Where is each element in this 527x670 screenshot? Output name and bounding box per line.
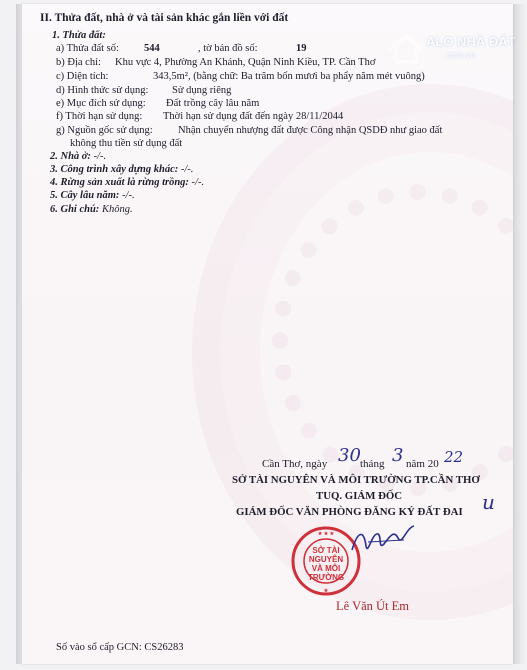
scan-edge-right bbox=[513, 4, 527, 664]
item3-value: -/-. bbox=[180, 164, 194, 175]
watermark-brand: ALO NHÀ ĐẤT bbox=[426, 34, 516, 49]
parcel-number-label: a) Thửa đất số: bbox=[56, 43, 119, 54]
signature bbox=[348, 520, 418, 560]
agency-title: SỞ TÀI NGUYÊN VÀ MÔI TRƯỜNG TP.CẦN THƠ bbox=[232, 474, 480, 486]
signer-name: Lê Văn Út Em bbox=[336, 599, 410, 613]
item5-title: 5. Cây lâu năm: bbox=[50, 190, 120, 201]
parcel-number-value: 544 bbox=[144, 43, 160, 54]
address-value: Khu vực 4, Phường An Khánh, Quận Ninh Kiều, TP. Cần Thơ bbox=[115, 57, 376, 68]
date-month-label: tháng bbox=[360, 458, 385, 470]
item4-row bbox=[50, 176, 204, 189]
date-month: 3 bbox=[392, 445, 404, 466]
registry-value: CS26283 bbox=[144, 642, 184, 653]
usage-form-value: Sử dụng riêng bbox=[172, 85, 232, 96]
origin-label: g) Nguồn gốc sử dụng: bbox=[56, 125, 153, 136]
usage-purpose-label: e) Mục đích sử dụng: bbox=[56, 98, 146, 109]
date-day: 30 bbox=[338, 445, 361, 466]
date-year-label: năm 20 bbox=[406, 458, 439, 470]
item2-row bbox=[50, 150, 106, 163]
date-year-suffix: 22 bbox=[444, 448, 464, 466]
item4-value: -/-. bbox=[191, 177, 205, 188]
svg-text:★: ★ bbox=[323, 588, 329, 594]
registry-row bbox=[56, 641, 183, 654]
item1-a-row bbox=[56, 42, 119, 55]
item5-value: -/-. bbox=[122, 190, 135, 201]
date-prefix: Cần Thơ, ngày bbox=[262, 458, 328, 470]
usage-form-label: d) Hình thức sử dụng: bbox=[56, 85, 149, 96]
item2-title: 2. Nhà ở: bbox=[50, 151, 91, 162]
area-value: 343,5m², (bằng chữ: Ba trăm bốn mươi ba phẩy năm mét vuông) bbox=[153, 71, 425, 82]
item3-row bbox=[50, 163, 193, 176]
area-label: c) Diện tích: bbox=[56, 71, 109, 82]
item2-value: -/-. bbox=[93, 151, 107, 162]
item6-title: 6. Ghi chú: bbox=[50, 204, 100, 215]
map-sheet-label: , tờ bản đồ số: bbox=[198, 43, 258, 54]
watermark-logo bbox=[386, 28, 526, 72]
section-title: II. Thửa đất, nhà ở và tài sản khác gắn liền với đất bbox=[40, 12, 289, 24]
usage-term-value: Thời hạn sử dụng đất đến ngày 28/11/2044 bbox=[163, 111, 344, 122]
origin-value-line1: Nhận chuyển nhượng đất được Công nhận QSDĐ như giao đất bbox=[178, 125, 443, 136]
usage-purpose-value: Đất trồng cây lâu năm bbox=[166, 98, 260, 109]
seal-center-text: SỞ TÀI NGUYÊN VÀ MÔI TRƯỜNG bbox=[307, 546, 345, 582]
item6-value: Không. bbox=[101, 204, 133, 215]
date-line bbox=[262, 458, 327, 471]
item6-row bbox=[50, 203, 133, 216]
map-sheet-value: 19 bbox=[296, 43, 307, 54]
origin-value-line2: không thu tiền sử dụng đất bbox=[70, 138, 183, 149]
watermark-domain: .com.vn bbox=[444, 50, 476, 60]
item1-title: 1. Thửa đất: bbox=[52, 30, 106, 41]
item3-title: 3. Công trình xây dựng khác: bbox=[50, 164, 179, 175]
item4-title: 4. Rừng sản xuất là rừng trồng: bbox=[50, 177, 189, 188]
item5-row bbox=[50, 189, 135, 202]
usage-term-label: f) Thời hạn sử dụng: bbox=[56, 111, 143, 122]
house-icon bbox=[386, 28, 426, 68]
svg-text:★ ★ ★: ★ ★ ★ bbox=[317, 531, 335, 537]
director-title: GIÁM ĐỐC VĂN PHÒNG ĐĂNG KÝ ĐẤT ĐAI bbox=[236, 506, 463, 518]
address-label: b) Địa chỉ: bbox=[56, 57, 101, 68]
registry-label: Số vào sổ cấp GCN: bbox=[56, 642, 142, 653]
initial-mark: u bbox=[482, 490, 495, 514]
delegation-title: TUQ. GIÁM ĐỐC bbox=[316, 490, 403, 502]
